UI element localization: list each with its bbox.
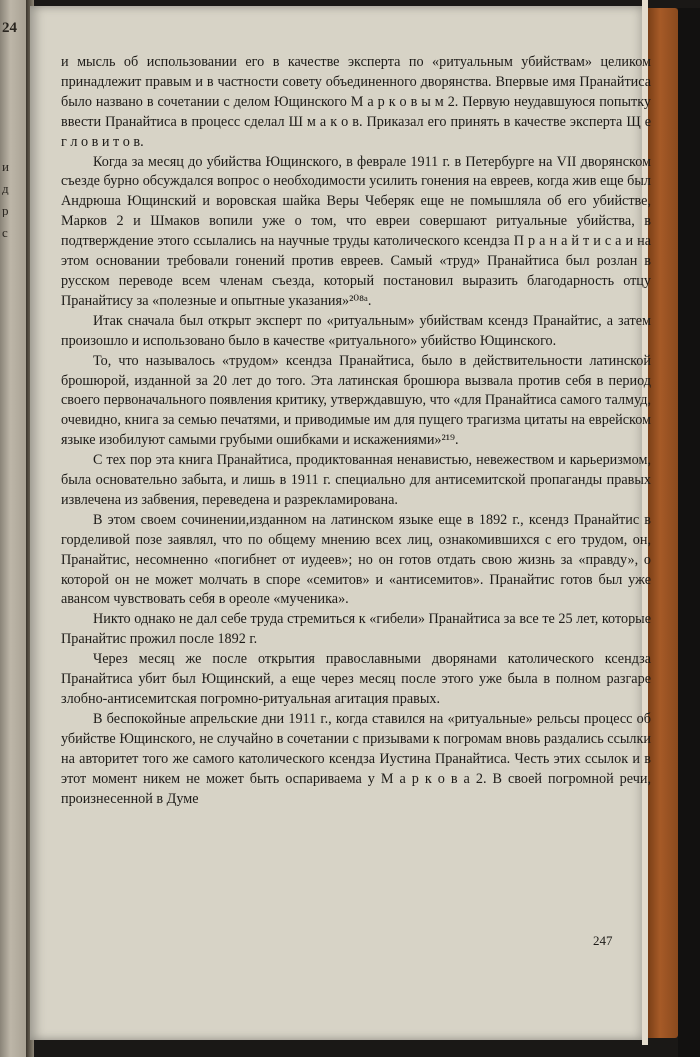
paragraph: То, что называлось «трудом» ксендза Пранайтиса, было в действительности латинской брошюрой, изданной за 20 лет до того. Эта латинская брошюра вызвала против себя в период своего первоначального появления критику, утверждавшую, что «для Пранайтиса самого талмуд, очевидно, книга за семью печатями, и приводимые им для пущего трагизма цитаты на еврейском языке изобилуют самыми грубыми ошибками и искажениями»²¹⁹. [61,352,651,449]
paragraph: С тех пор эта книга Пранайтиса, продиктованная ненавистью, невежеством и карьеризмом, была основательно забыта, и лишь в 1911 г. специально для антисемитской пропаганды правых извлечена из забвения, переведена и разрекламирована. [61,452,651,508]
background-edge [678,8,700,1057]
paragraph: Через месяц же после открытия православными дворянами католического ксендза Пранайтиса убит был Ющинский, а еще через месяц после этого уже была в полном разгаре злобно-антисемитская погромно-ритуальная агитация правых. [61,651,651,707]
book-page [30,6,651,1040]
paragraph: В беспокойные апрельские дни 1911 г., когда ставился на «ритуальные» рельсы процесс об убийстве Ющинского, не случайно в сочетании с призывами к погромам вновь раздались ссылки на авторитет того же самого католического ксендза Иустина Пранайтиса. Честь этих ссылок и в этот момент никем не может быть оспариваема у М а р к о в а 2. В своей погромной речи, произнесенной в Думе [61,710,651,807]
prev-page-text-fragment: д [2,182,9,195]
paragraph: В этом своем сочинении,изданном на латинском языке еще в 1892 г., ксендз Пранайтис в горделивой позе заявлял, что по общему мнению всех лиц, ознакомившихся с его трудом, он, Пранайтис, несомненно «погибнет от иудеев»; но он готов отдать свою жизнь за «правду», о которой он не может молчать в споре «семитов» и «антисемитов». Пранайтис готов был уже авансом чувствовать себя в ореоле «мученика». [61,511,651,608]
prev-page-text-fragment: р [2,204,9,217]
paragraph: и мысль об использовании его в качестве эксперта по «ритуальным убийствам» целиком принадлежит правым и в частности совету объединенного дворянства. Впервые имя Пранайтиса было названо в сочетании с делом Ющинского М а р к о в ы м 2. Первую неудавшуюся попытку ввести Пранайтиса в процесс сделал Ш м а к о в. Приказал его принять в качестве эксперта Щ е г л о в и т о в. [61,54,651,150]
page-body-text [61,53,651,809]
paragraph: Когда за месяц до убийства Ющинского, в феврале 1911 г. в Петербурге на VII дворянском съезде бурно обсуждался вопрос о необходимости усилить гонения на евреев, когда жив еще был Андрюша Ющинский и воровская шайка Веры Чеберяк еще не помышляла об его убийстве, Марков 2 и Шмаков вопили уже о том, что евреи совершают ритуальные убийства, в подтверждение этого ссылались на научные труды католического ксендза П р а н а й т и с а и на этом основании требовали гонений против евреев. Самый «труд» Пранайтиса был розлан в русском переводе всем членам съезда, который постановил выразить благодарность отцу Пранайтису за «полезные и опытные указания»²⁰⁸ᵃ. [61,153,651,309]
prev-page-number-fragment: 24 [2,22,17,35]
prev-page-text-fragment: и [2,160,9,173]
paragraph: Итак сначала был открыт эксперт по «ритуальным» убийствам ксендз Пранайтис, а затем произошло и использовано было в качестве «ритуального» убийство Ющинского. [61,312,651,349]
paragraph: Никто однако не дал себе труда стремиться к «гибели» Пранайтиса за все те 25 лет, которые Пранайтис прожил после 1892 г. [61,611,651,648]
prev-page-text-fragment: с [2,226,8,239]
page-number: 247 [593,933,613,948]
book-cover-edge [648,8,678,1038]
previous-page-edge [0,0,26,1057]
